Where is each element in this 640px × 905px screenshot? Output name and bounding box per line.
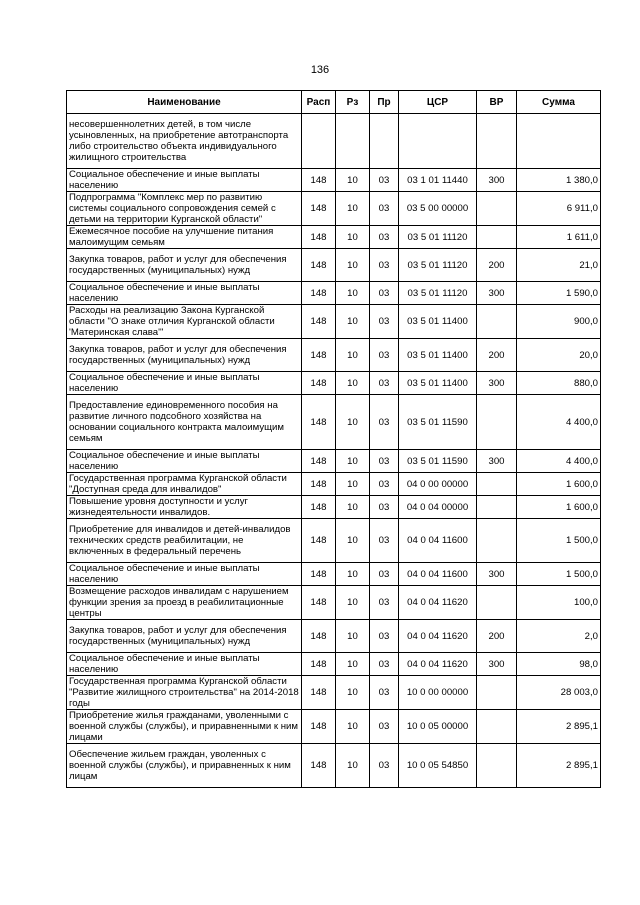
- cell-csr: 04 0 04 11620: [399, 620, 477, 653]
- cell-sum: 100,0: [517, 586, 601, 620]
- cell-sum: 2 895,1: [517, 744, 601, 788]
- cell-sum: 1 500,0: [517, 519, 601, 563]
- cell-sum: [517, 114, 601, 169]
- cell-rasp: 148: [302, 226, 336, 249]
- cell-rz: 10: [336, 519, 370, 563]
- cell-csr: 04 0 04 11620: [399, 653, 477, 676]
- cell-name: Социальное обеспечение и иные выплаты населению: [67, 372, 302, 395]
- cell-sum: 20,0: [517, 339, 601, 372]
- cell-rasp: 148: [302, 744, 336, 788]
- cell-vr: [477, 710, 517, 744]
- cell-rz: 10: [336, 192, 370, 226]
- cell-pr: [370, 114, 399, 169]
- cell-pr: 03: [370, 519, 399, 563]
- cell-pr: 03: [370, 473, 399, 496]
- table-row: [67, 169, 601, 192]
- cell-rz: 10: [336, 339, 370, 372]
- cell-vr: [477, 305, 517, 339]
- cell-pr: 03: [370, 395, 399, 450]
- table-row: [67, 563, 601, 586]
- cell-rz: 10: [336, 395, 370, 450]
- cell-csr: 04 0 00 00000: [399, 473, 477, 496]
- cell-vr: [477, 395, 517, 450]
- cell-sum: 28 003,0: [517, 676, 601, 710]
- cell-rasp: 148: [302, 450, 336, 473]
- cell-pr: 03: [370, 450, 399, 473]
- table-row: [67, 226, 601, 249]
- budget-table: [66, 90, 601, 788]
- cell-name: Повышение уровня доступности и услуг жизнедеятельности инвалидов.: [67, 496, 302, 519]
- cell-csr: 03 5 01 11590: [399, 450, 477, 473]
- cell-name: Социальное обеспечение и иные выплаты населению: [67, 653, 302, 676]
- cell-rasp: 148: [302, 339, 336, 372]
- cell-pr: 03: [370, 563, 399, 586]
- cell-vr: 300: [477, 372, 517, 395]
- cell-rasp: 148: [302, 169, 336, 192]
- cell-sum: 1 380,0: [517, 169, 601, 192]
- header-sum: Сумма: [517, 91, 601, 114]
- cell-rz: 10: [336, 653, 370, 676]
- cell-sum: 2,0: [517, 620, 601, 653]
- cell-csr: 04 0 04 11620: [399, 586, 477, 620]
- cell-sum: 2 895,1: [517, 710, 601, 744]
- cell-name: Социальное обеспечение и иные выплаты населению: [67, 450, 302, 473]
- cell-vr: 300: [477, 563, 517, 586]
- cell-rasp: 148: [302, 620, 336, 653]
- table-row: [67, 744, 601, 788]
- table-row: [67, 282, 601, 305]
- cell-rz: 10: [336, 473, 370, 496]
- cell-sum: 1 600,0: [517, 473, 601, 496]
- cell-pr: 03: [370, 710, 399, 744]
- header-csr: ЦСР: [399, 91, 477, 114]
- cell-rasp: 148: [302, 563, 336, 586]
- table-row: [67, 473, 601, 496]
- cell-rz: 10: [336, 305, 370, 339]
- cell-vr: 200: [477, 339, 517, 372]
- header-row: [67, 91, 601, 114]
- cell-sum: 98,0: [517, 653, 601, 676]
- cell-name: Возмещение расходов инвалидам с нарушением функции зрения за проезд в реабилитационные центры: [67, 586, 302, 620]
- cell-name: несовершеннолетних детей, в том числе усыновленных, на приобретение автотранспорта либо строительство объекта индивидуального жилищного строительства: [67, 114, 302, 169]
- table-row: [67, 339, 601, 372]
- cell-csr: 04 0 04 11600: [399, 563, 477, 586]
- header-vr: ВР: [477, 91, 517, 114]
- cell-rz: 10: [336, 676, 370, 710]
- cell-rz: 10: [336, 372, 370, 395]
- cell-pr: 03: [370, 744, 399, 788]
- cell-rz: 10: [336, 710, 370, 744]
- cell-name: Закупка товаров, работ и услуг для обеспечения государственных (муниципальных) нужд: [67, 620, 302, 653]
- header-name: Наименование: [67, 91, 302, 114]
- cell-name: Обеспечение жильем граждан, уволенных с военной службы (службы), и приравненных к ним лицам: [67, 744, 302, 788]
- cell-name: Социальное обеспечение и иные выплаты населению: [67, 563, 302, 586]
- cell-vr: [477, 114, 517, 169]
- table-row: [67, 676, 601, 710]
- cell-pr: 03: [370, 249, 399, 282]
- cell-vr: [477, 473, 517, 496]
- cell-name: Ежемесячное пособие на улучшение питания малоимущим семьям: [67, 226, 302, 249]
- cell-sum: 1 611,0: [517, 226, 601, 249]
- cell-pr: 03: [370, 282, 399, 305]
- page-number: 136: [310, 64, 330, 76]
- cell-vr: [477, 586, 517, 620]
- cell-vr: [477, 519, 517, 563]
- cell-rz: 10: [336, 496, 370, 519]
- cell-name: Социальное обеспечение и иные выплаты населению: [67, 282, 302, 305]
- cell-sum: 1 590,0: [517, 282, 601, 305]
- table-row: [67, 114, 601, 169]
- cell-sum: 1 600,0: [517, 496, 601, 519]
- cell-sum: 6 911,0: [517, 192, 601, 226]
- cell-sum: 1 500,0: [517, 563, 601, 586]
- table-row: [67, 710, 601, 744]
- cell-pr: 03: [370, 620, 399, 653]
- header-rasp: Расп: [302, 91, 336, 114]
- cell-rz: 10: [336, 744, 370, 788]
- cell-rz: 10: [336, 620, 370, 653]
- cell-rasp: 148: [302, 586, 336, 620]
- table-row: [67, 372, 601, 395]
- cell-rz: 10: [336, 563, 370, 586]
- cell-csr: 04 0 04 11600: [399, 519, 477, 563]
- table-row: [67, 653, 601, 676]
- cell-pr: 03: [370, 226, 399, 249]
- cell-rasp: 148: [302, 282, 336, 305]
- cell-name: Закупка товаров, работ и услуг для обеспечения государственных (муниципальных) нужд: [67, 339, 302, 372]
- header-pr: Пр: [370, 91, 399, 114]
- cell-vr: 300: [477, 450, 517, 473]
- cell-vr: 300: [477, 653, 517, 676]
- cell-rasp: [302, 114, 336, 169]
- cell-rz: 10: [336, 450, 370, 473]
- cell-rasp: 148: [302, 710, 336, 744]
- header-rz: Рз: [336, 91, 370, 114]
- cell-csr: 03 5 01 11120: [399, 282, 477, 305]
- table-row: [67, 496, 601, 519]
- cell-name: Закупка товаров, работ и услуг для обеспечения государственных (муниципальных) нужд: [67, 249, 302, 282]
- cell-name: Приобретение для инвалидов и детей-инвалидов технических средств реабилитации, не включенных в федеральный перечень: [67, 519, 302, 563]
- table-row: [67, 249, 601, 282]
- cell-pr: 03: [370, 192, 399, 226]
- cell-csr: 03 5 01 11400: [399, 372, 477, 395]
- cell-sum: 880,0: [517, 372, 601, 395]
- cell-vr: 300: [477, 282, 517, 305]
- table-row: [67, 519, 601, 563]
- cell-pr: 03: [370, 305, 399, 339]
- cell-name: Подпрограмма "Комплекс мер по развитию системы социального сопровождения семей с детьми на территории Курганской области": [67, 192, 302, 226]
- cell-name: Предоставление единовременного пособия на развитие личного подсобного хозяйства на основании социального контракта малоимущим семьям: [67, 395, 302, 450]
- cell-rasp: 148: [302, 249, 336, 282]
- cell-rz: 10: [336, 226, 370, 249]
- cell-csr: 03 5 01 11120: [399, 249, 477, 282]
- cell-csr: 10 0 00 00000: [399, 676, 477, 710]
- cell-rz: 10: [336, 169, 370, 192]
- cell-rasp: 148: [302, 372, 336, 395]
- cell-name: Расходы на реализацию Закона Курганской области "О знаке отличия Курганской области 'Материнская слава'": [67, 305, 302, 339]
- cell-vr: 300: [477, 169, 517, 192]
- cell-rasp: 148: [302, 192, 336, 226]
- cell-rz: 10: [336, 282, 370, 305]
- cell-rz: [336, 114, 370, 169]
- cell-csr: 03 5 01 11400: [399, 305, 477, 339]
- cell-pr: 03: [370, 169, 399, 192]
- table-row: [67, 620, 601, 653]
- table-row: [67, 305, 601, 339]
- cell-sum: 4 400,0: [517, 450, 601, 473]
- cell-vr: [477, 744, 517, 788]
- cell-rasp: 148: [302, 676, 336, 710]
- cell-name: Государственная программа Курганской области "Доступная среда для инвалидов": [67, 473, 302, 496]
- cell-rz: 10: [336, 586, 370, 620]
- table-row: [67, 395, 601, 450]
- table-row: [67, 450, 601, 473]
- cell-pr: 03: [370, 653, 399, 676]
- cell-pr: 03: [370, 586, 399, 620]
- cell-vr: 200: [477, 249, 517, 282]
- cell-vr: [477, 192, 517, 226]
- cell-rz: 10: [336, 249, 370, 282]
- cell-vr: [477, 496, 517, 519]
- cell-csr: 03 5 01 11590: [399, 395, 477, 450]
- cell-rasp: 148: [302, 395, 336, 450]
- cell-vr: [477, 676, 517, 710]
- cell-csr: [399, 114, 477, 169]
- cell-pr: 03: [370, 676, 399, 710]
- cell-name: Государственная программа Курганской области "Развитие жилищного строительства" на 2014-2018 годы: [67, 676, 302, 710]
- cell-sum: 4 400,0: [517, 395, 601, 450]
- cell-rasp: 148: [302, 519, 336, 563]
- cell-rasp: 148: [302, 305, 336, 339]
- cell-rasp: 148: [302, 496, 336, 519]
- cell-csr: 10 0 05 54850: [399, 744, 477, 788]
- cell-csr: 04 0 04 00000: [399, 496, 477, 519]
- cell-pr: 03: [370, 372, 399, 395]
- cell-csr: 03 5 01 11120: [399, 226, 477, 249]
- cell-vr: [477, 226, 517, 249]
- cell-sum: 900,0: [517, 305, 601, 339]
- cell-csr: 10 0 05 00000: [399, 710, 477, 744]
- cell-rasp: 148: [302, 653, 336, 676]
- cell-csr: 03 5 01 11400: [399, 339, 477, 372]
- cell-vr: 200: [477, 620, 517, 653]
- cell-csr: 03 1 01 11440: [399, 169, 477, 192]
- cell-pr: 03: [370, 339, 399, 372]
- table-row: [67, 586, 601, 620]
- table-row: [67, 192, 601, 226]
- cell-rasp: 148: [302, 473, 336, 496]
- cell-sum: 21,0: [517, 249, 601, 282]
- cell-pr: 03: [370, 496, 399, 519]
- cell-csr: 03 5 00 00000: [399, 192, 477, 226]
- cell-name: Социальное обеспечение и иные выплаты населению: [67, 169, 302, 192]
- cell-name: Приобретение жилья гражданами, уволенными с военной службы (службы), и приравненными к ним лицами: [67, 710, 302, 744]
